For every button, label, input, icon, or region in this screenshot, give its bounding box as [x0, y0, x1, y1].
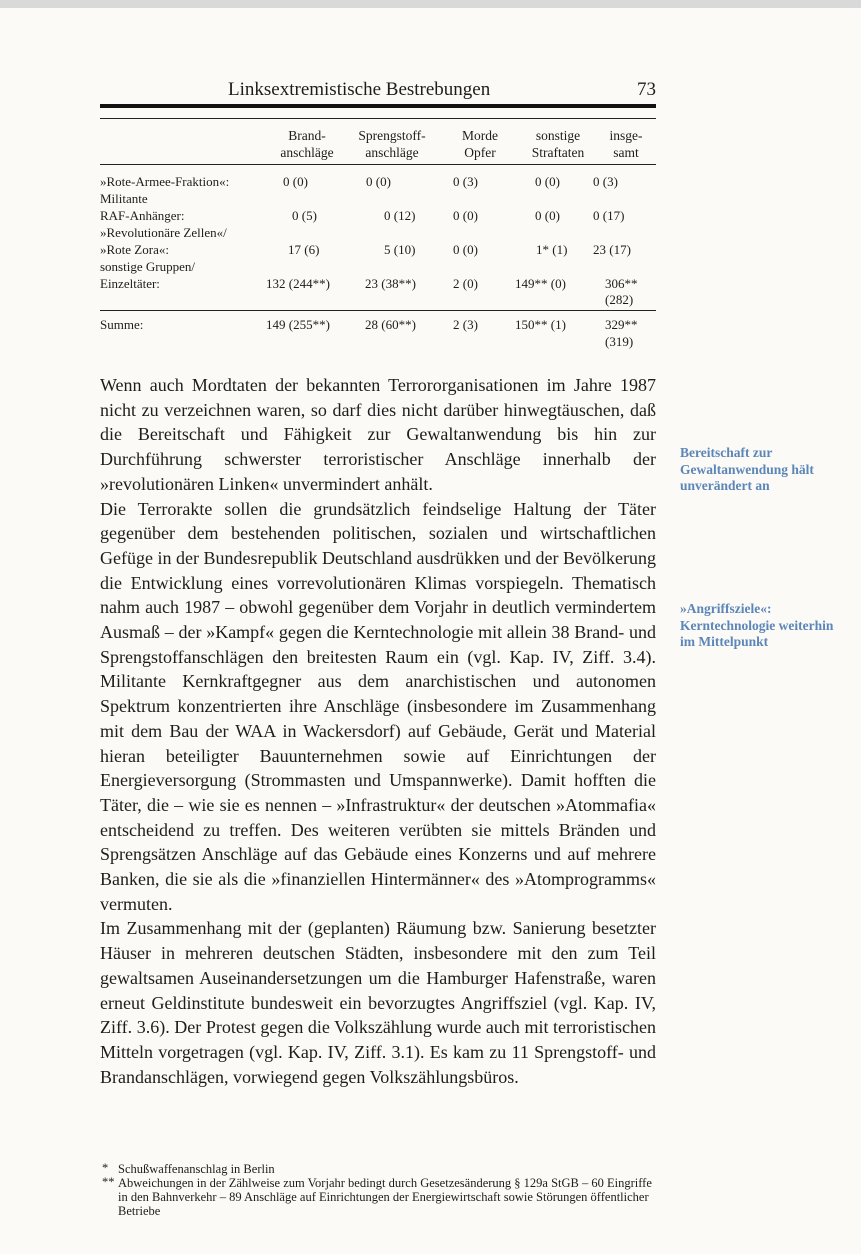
- cell-insgesamt-prev: (282): [605, 292, 634, 307]
- paragraph: Die Terrorakte sollen die grundsätzlich feindselige Haltung der Täter gegenüber dem bestehenden politischen, sozialen und wirtschaftlichen Gefüge in der Bundesrepublik Deutschland ausdrükken und der Bevölkerung die Entwicklung eines vorrevolutionären Klimas vorspiegeln. Thematisch nahm auch 1987 – obwohl gegenüber dem Vorjahr in deutlich vermindertem Ausmaß – der »Kampf« gegen die Kerntechnologie mit allein 38 Brand- und Sprengstoffanschlägen den breitesten Raum ein (vgl. Kap. IV, Ziff. 3.4). Militante Kernkraftgegner aus dem anarchistischen und autonomen Spektrum konzentrierten ihre Anschläge (insbesondere im Zusammenhang mit dem Bau der WAA in Wackersdorf) auf Gebäude, Gerät und Material hieran beteiligter Bauunternehmen sowie auf Einrichtungen der Energieversorgung (Strommasten und Umspannwerke). Damit hofften die Täter, die – wie sie es nennen – »Infrastruktur« der deutschen »Atommafia« entscheidend zu treffen. Des weiteren verübten sie mittels Bränden und Sprengsätzen Anschläge auf das Gebäude eines Konzerns und auf mehrere Banken, die sie als die »finanziellen Hintermänner« des »Atomprogramms« vermuten.: [100, 498, 656, 914]
- cell-morde: 2 (3): [453, 317, 478, 332]
- cell-sonstige: 1* (1): [536, 242, 568, 257]
- cell-morde: 0 (0): [453, 208, 478, 223]
- row-label-line2: »Rote Zora«:: [100, 242, 169, 257]
- paragraph: Wenn auch Mordtaten der bekannten Terrororganisationen im Jahre 1987 nicht zu verzeichnen waren, so darf dies nicht darüber hinwegtäuschen, daß die Bereitschaft und Fähigkeit zur Gewaltanwendung bis hin zur Durchführung schwerster terroristischer Anschläge innerhalb der »revolutionären Linken« unvermindert anhält.: [100, 375, 656, 494]
- cell-brand: 17 (6): [288, 242, 320, 257]
- header-title: Linksextremistische Bestrebungen: [228, 79, 491, 100]
- cell-sonstige: 0 (0): [535, 174, 560, 189]
- footnote-mark: **: [102, 1175, 115, 1189]
- paragraph: Im Zusammenhang mit der (geplanten) Räumung bzw. Sanierung besetzter Häuser in mehreren deutschen Städten, insbesondere mit den zum Teil gewaltsamen Auseinandersetzungen um die Hamburger Hafenstraße, waren erneut Geldinstitute bundesweit ein bevorzugtes Angriffsziel (vgl. Kap. IV, Ziff. 3.6). Der Protest gegen die Volkszählung wurde auch mit terroristischen Mitteln vorgetragen (vgl. Kap. IV, Ziff. 3.1). Es kam zu 11 Sprengstoff- und Brandanschlägen, vorwiegend gegen Volkszählungsbüros.: [100, 918, 656, 1087]
- table-header-rule: [100, 164, 656, 165]
- table-sum-rule: [100, 310, 656, 311]
- row-label-line1: »Revolutionäre Zellen«/: [100, 225, 227, 240]
- footnote-text: Abweichungen in der Zählweise zum Vorjahr bedingt durch Gesetzesänderung § 129a StGB – 60 Eingriffe in den Bahnverkehr – 89 Anschläge auf Einrichtungen der Energiewirtschaft sowie Störungen öffentlicher Betriebe: [118, 1176, 652, 1218]
- footnotes: [100, 1162, 656, 1218]
- cell-insgesamt: 329**: [605, 317, 638, 332]
- cell-spreng: 5 (10): [384, 242, 416, 257]
- cell-sonstige: 150** (1): [515, 317, 566, 332]
- cell-spreng: 28 (60**): [365, 317, 416, 332]
- column-header-brandanschlaege: Brand- anschläge: [280, 128, 334, 160]
- cell-spreng: 0 (0): [366, 174, 391, 189]
- cell-spreng: 23 (38**): [365, 276, 416, 291]
- row-label-line1: sonstige Gruppen/: [100, 259, 195, 274]
- cell-insgesamt: 23 (17): [593, 242, 631, 257]
- column-header-sprengstoffanschlaege: Sprengstoff- anschläge: [358, 128, 426, 160]
- row-label-line1: Militante: [100, 191, 148, 206]
- sum-label: Summe:: [100, 317, 144, 332]
- margin-note-gewaltbereitschaft: Bereitschaft zur Gewaltanwendung hält unverändert an: [680, 445, 814, 493]
- cell-morde: 2 (0): [453, 276, 478, 291]
- running-header: [100, 76, 656, 104]
- body-text: [100, 373, 656, 1089]
- cell-insgesamt: 0 (3): [593, 174, 618, 189]
- cell-spreng: 0 (12): [384, 208, 416, 223]
- margin-note-angriffsziele: »Angriffsziele«: Kerntechnologie weiterhin im Mittelpunkt: [680, 601, 834, 649]
- cell-insgesamt: 0 (17): [593, 208, 625, 223]
- footnote-mark: *: [102, 1161, 109, 1175]
- footnote-text: Schußwaffenanschlag in Berlin: [118, 1162, 275, 1176]
- cell-sonstige: 0 (0): [535, 208, 560, 223]
- page-top-edge: [0, 0, 861, 8]
- header-rule: [100, 104, 656, 108]
- row-label-line2: Einzeltäter:: [100, 276, 160, 291]
- cell-brand: 149 (255**): [266, 317, 330, 332]
- cell-insgesamt: 306**: [605, 276, 638, 291]
- column-header-sonstige-straftaten: sonstige Straftaten: [531, 128, 585, 160]
- cell-morde: 0 (0): [453, 242, 478, 257]
- page-number: 73: [637, 79, 656, 100]
- footnote: [100, 1176, 656, 1218]
- cell-sonstige: 149** (0): [515, 276, 566, 291]
- column-header-morde-opfer: Morde Opfer: [462, 128, 498, 160]
- cell-brand: 132 (244**): [266, 276, 330, 291]
- row-label-line2: RAF-Anhänger:: [100, 208, 185, 223]
- cell-brand: 0 (0): [283, 174, 308, 189]
- column-header-insgesamt: insge- samt: [609, 128, 643, 160]
- footnote: [100, 1162, 656, 1176]
- cell-insgesamt-prev: (319): [605, 334, 634, 349]
- table-top-rule: [100, 118, 656, 119]
- cell-morde: 0 (3): [453, 174, 478, 189]
- row-label: »Rote-Armee-Fraktion«:: [100, 174, 230, 189]
- cell-brand: 0 (5): [292, 208, 317, 223]
